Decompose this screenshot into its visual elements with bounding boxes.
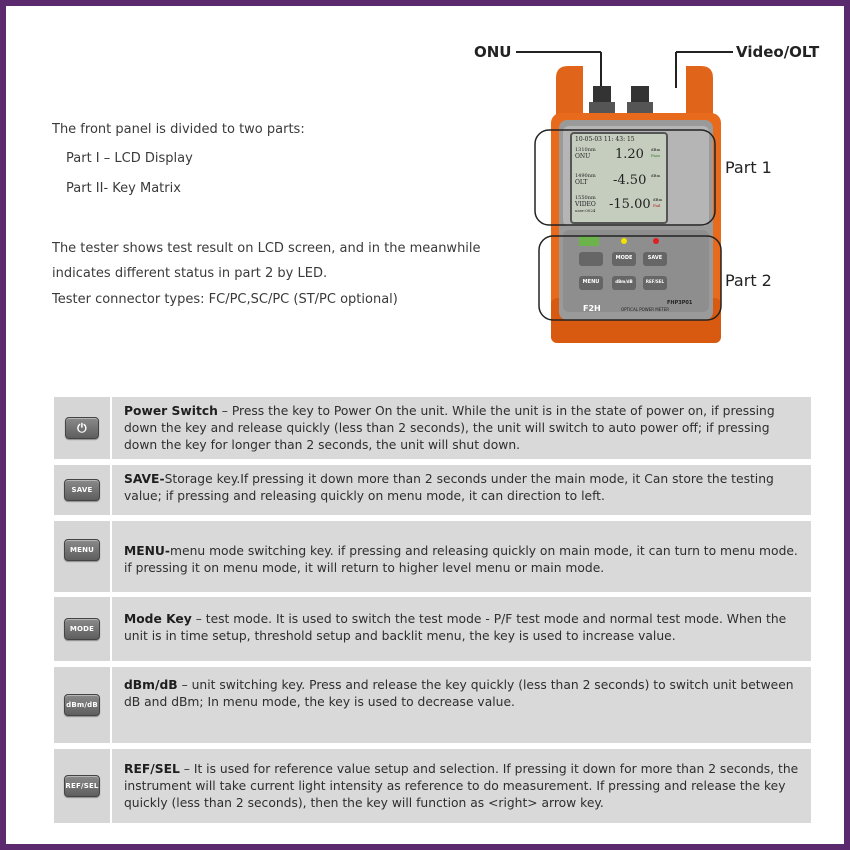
device-dbm-button: dBm/dB bbox=[615, 279, 633, 284]
key-text: menu mode switching key. if pressing and releasing quickly on main mode, it can turn to menu mode. if pressing it on menu mode, it will return to higher level menu or main mode. bbox=[124, 544, 798, 575]
key-title: dBm/dB bbox=[124, 678, 178, 692]
lcd-row2-wavelength: 1490nm bbox=[575, 173, 596, 179]
lcd-row2-name: OLT bbox=[575, 179, 588, 186]
key-title: Mode Key bbox=[124, 612, 192, 626]
key-row-power bbox=[54, 397, 811, 459]
lcd-row1-value: 1.20 bbox=[615, 147, 644, 162]
lcd-row2-unit: dBm bbox=[651, 173, 661, 178]
key-title: Power Switch bbox=[124, 404, 218, 418]
device-brand: F2H bbox=[583, 304, 601, 313]
intro-line-4: The tester shows test result on LCD screen, and in the meanwhile bbox=[52, 241, 481, 256]
key-cell bbox=[54, 597, 112, 661]
device-model-sub: OPTICAL POWER METER bbox=[621, 307, 670, 312]
key-cell bbox=[54, 465, 112, 515]
callout-onu: ONU bbox=[474, 43, 512, 61]
key-description bbox=[112, 397, 811, 459]
lcd-row3-status: Fail bbox=[653, 203, 661, 208]
lcd-row1-wavelength: 1310nm bbox=[575, 147, 596, 153]
key-title: SAVE- bbox=[124, 472, 165, 486]
key-row-dbm bbox=[54, 667, 811, 743]
key-description bbox=[112, 465, 811, 515]
ref-sel-key-icon: REF/SEL bbox=[64, 775, 100, 797]
device-save-button: SAVE bbox=[647, 255, 663, 261]
lcd-row3-value: -15.00 bbox=[609, 197, 651, 212]
key-row-save bbox=[54, 465, 811, 515]
part2-label: Part 2 bbox=[725, 271, 772, 290]
key-title: REF/SEL bbox=[124, 762, 180, 776]
intro-part2: Part II- Key Matrix bbox=[66, 181, 181, 196]
device-menu-button: MENU bbox=[582, 279, 600, 285]
dbm-db-key-icon: dBm/dB bbox=[64, 694, 100, 716]
intro-line-6: Tester connector types: FC/PC,SC/PC (ST/PC optional) bbox=[52, 292, 398, 307]
key-description bbox=[112, 597, 811, 661]
device-refsel-button: REF/SEL bbox=[645, 279, 665, 284]
key-row-mode bbox=[54, 597, 811, 661]
device-model: FHP3P01 bbox=[667, 300, 693, 306]
intro-line-5: indicates different status in part 2 by LED. bbox=[52, 266, 328, 281]
intro-part1: Part I – LCD Display bbox=[66, 151, 193, 166]
lcd-display bbox=[573, 135, 667, 221]
lcd-row2-value: -4.50 bbox=[613, 173, 647, 188]
key-separator: – bbox=[179, 762, 194, 776]
key-text: test mode. It is used to switch the test mode - P/F test mode and normal test mode. When the unit is in time setup, threshold setup and backlit menu, the key is used to increase value. bbox=[124, 612, 787, 643]
key-description bbox=[112, 749, 811, 823]
key-description bbox=[112, 521, 811, 592]
key-cell bbox=[54, 397, 112, 459]
lcd-row3-wavelength: 1550nm bbox=[575, 195, 596, 201]
lcd-row1-name: ONU bbox=[575, 153, 591, 160]
lcd-datetime: 10-05-03 11: 43: 15 bbox=[575, 136, 635, 143]
key-title: MENU- bbox=[124, 544, 171, 558]
page bbox=[6, 6, 844, 844]
key-separator: – bbox=[191, 612, 206, 626]
power-key-icon: ⏻ bbox=[65, 417, 99, 439]
intro-line-1: The front panel is divided to two parts: bbox=[52, 122, 305, 137]
device-mode-button: MODE bbox=[615, 255, 633, 261]
device-illustration bbox=[471, 38, 841, 358]
lcd-row1-status: Pass bbox=[651, 153, 661, 158]
key-separator: – bbox=[177, 678, 192, 692]
key-text: It is used for reference value setup and selection. If pressing it down for more than 2 seconds, the instrument will take current light intensity as reference to do measurement. If pressing and release the key quickly (less than 2 seconds), then the key will function as <right> arrow key. bbox=[124, 762, 799, 810]
lcd-row3-unit: dBm bbox=[653, 197, 663, 202]
key-separator: – bbox=[217, 404, 232, 418]
key-text: Press the key to Power On the unit. While the unit is in the state of power on, if pressing down the key and release quickly (less than 2 seconds), the unit will switch to auto power off; if pressing down the key for longer than 2 seconds, the unit will shut down. bbox=[124, 404, 775, 452]
key-text: unit switching key. Press and release the key quickly (less than 2 seconds) to switch unit between dB and dBm; In menu mode, the key is used to decrease value. bbox=[124, 678, 794, 709]
key-cell bbox=[54, 749, 112, 823]
lcd-row3-name: VIDEO bbox=[575, 201, 596, 208]
lcd-row1-unit: dBm bbox=[651, 147, 661, 152]
menu-key-icon: MENU bbox=[64, 539, 100, 561]
part1-label: Part 1 bbox=[725, 158, 772, 177]
key-row-menu bbox=[54, 521, 811, 592]
lcd-row3-extra: user:0024 bbox=[575, 208, 596, 213]
key-row-refsel bbox=[54, 749, 811, 823]
mode-key-icon: MODE bbox=[64, 618, 100, 640]
key-cell bbox=[54, 521, 112, 592]
key-description bbox=[112, 667, 811, 743]
key-text: Storage key.If pressing it down more than 2 seconds under the main mode, it Can store the testing value; if pressing and releasing quickly on menu mode, it can direction to left. bbox=[124, 472, 774, 503]
key-cell bbox=[54, 667, 112, 743]
save-key-icon: SAVE bbox=[64, 479, 100, 501]
callout-video-olt: Video/OLT bbox=[736, 43, 820, 61]
